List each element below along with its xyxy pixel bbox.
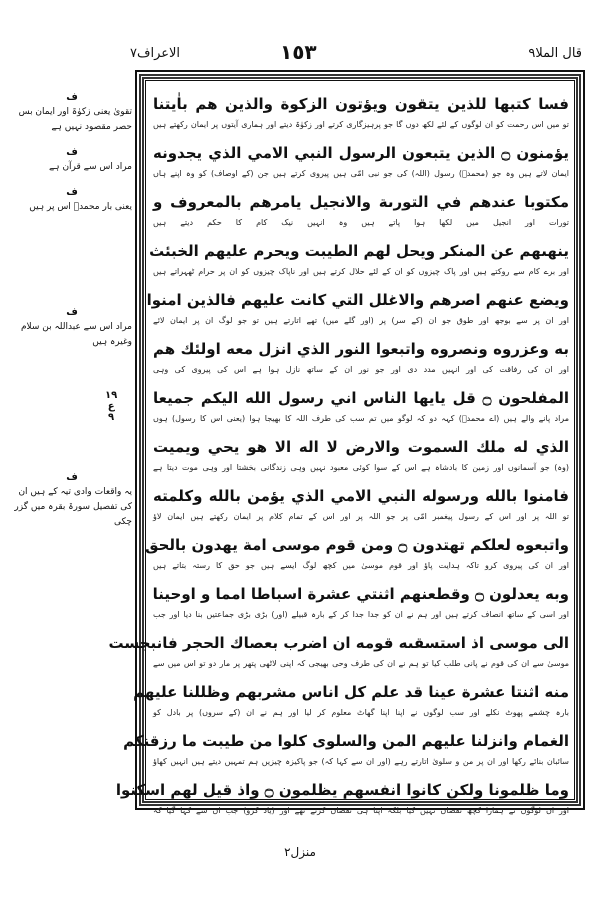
verse-line (153, 188, 569, 237)
urdu-translation: (وہ) جو آسمانوں اور زمین کا بادشاہ ہے اس کے سوا کوئی معبود نہیں وہی زندگانی بخشتا اور وہی موت دیتا ہے (153, 463, 569, 472)
urdu-translation: اور ان کی پیروی کرو تاکہ ہدایت پاؤ اور قوم موسیٰ میں کچھ لوگ ایسے ہیں جو حق کا رستہ بتاتے ہیں (153, 561, 569, 570)
verse-line (145, 531, 569, 580)
arabic-text: ينهىهم عن المنكر ويحل لهم الطيبت ويحرم عليهم الخبئث (149, 242, 569, 260)
arabic-text: فامنوا بالله ورسوله النبي الامي الذي يؤمن بالله وكلمته (153, 487, 569, 505)
arabic-text: وما ظلمونا ولكن كانوا انفسهم يظلمون ۝ واذ قيل لهم اسكنوا (115, 781, 569, 799)
urdu-translation: ایمان لاتے ہیں وہ جو (محمدؐ) رسول (اللہ) کی جو نبی امّی ہیں پیروی کرتے ہیں جن (کے اوصاف) کو وہ اپنے ہاں (153, 169, 569, 178)
verse-line (153, 482, 569, 531)
arabic-text: واتبعوه لعلكم تهتدون ۝ ومن قوم موسى امة يهدون بالحق (145, 536, 569, 554)
verse-line (149, 237, 569, 286)
margin-notes (12, 90, 132, 540)
arabic-text: به وعزروه ونصروه واتبعوا النور الذي انزل معه اولئك هم (153, 340, 569, 358)
verse-line (153, 433, 569, 482)
verse-line (153, 335, 569, 384)
urdu-translation: موسیٰ سے ان کی قوم نے پانی طلب کیا تو ہم نے ان کی طرف وحی بھیجی کہ اپنی لاٹھی پتھر پر مار دو تو اس میں سے (153, 659, 569, 668)
arabic-text: الذي له ملك السموت والارض لا اله الا هو يحي ويميت (153, 438, 569, 456)
urdu-translation: تو میں اس رحمت کو ان لوگوں کے لئے لکھ دوں گا جو پرہیزگاری کرتے اور زکوٰۃ دیتے اور ہماری آیتوں پر ایمان رکھتے ہیں (153, 120, 569, 129)
ruku-marker: ١٩ ع ٩ (105, 390, 118, 423)
margin-note: ف مراد اس سے قرآن ہے (49, 147, 132, 172)
page-header (0, 40, 600, 70)
arabic-text: ويضع عنهم اصرهم والاغلل التي كانت عليهم فالذين امنوا (146, 291, 569, 309)
arabic-text: وبه يعدلون ۝ وقطعنهم اثنتي عشرة اسباطا امما و اوحينا (152, 585, 569, 603)
page-number: ١٥٣ (280, 40, 317, 64)
arabic-text: مكتوبا عندهم في التورىة والانجيل يامرهم بالمعروف و (153, 193, 569, 211)
arabic-text: يؤمنون ۝ الذين يتبعون الرسول النبي الامي الذي يجدونه (153, 144, 569, 162)
urdu-translation: سائبان بنائے رکھا اور ان پر من و سلویٰ اتارتے رہے (اور ان سے کہا کہ) جو پاکیزہ چیزیں ہم تمہیں دیتے ہیں انہیں کھاؤ (153, 757, 569, 766)
arabic-text: المفلحون ۝ قل يايها الناس اني رسول الله اليكم جميعا (153, 389, 569, 407)
verse-line (146, 286, 569, 335)
margin-note: ف یعنی بار محمدؐ اس پر ہیں (29, 187, 132, 212)
surah-name: الاعراف٧ (130, 46, 181, 61)
urdu-translation: اور برے کام سے روکتے ہیں اور پاک چیزوں کو ان کے لئے حلال کرتے ہیں اور ناپاک چیزوں کو ان پر حرام ٹھہراتے ہیں (153, 267, 569, 276)
manzil-label: منزل٢ (284, 845, 316, 859)
urdu-translation: مراد پانے والے ہیں (اے محمدؐ) کہہ دو کہ لوگو میں تم سب کی طرف اللہ کا بھیجا ہوا (یعنی اس کا رسول) ہوں (153, 414, 569, 423)
arabic-text: الى موسى اذ استسقىه قومه ان اضرب بعصاك الحجر فانبجست (108, 634, 569, 652)
verse-line (153, 580, 569, 629)
verse-line (115, 776, 569, 825)
juz-name: قال الملا٩ (528, 46, 582, 61)
verse-line (133, 678, 569, 727)
margin-note: ف تقویٰ یعنی زکوٰۃ اور ایمان بس حصر مقصود نہیں ہے (18, 92, 132, 132)
verse-line (153, 90, 569, 139)
verse-line (153, 139, 569, 188)
arabic-text: الغمام وانزلنا عليهم المن والسلوى كلوا من طيبت ما رزقنكم (123, 732, 569, 750)
urdu-translation: بارہ چشمے پھوٹ نکلے اور سب لوگوں نے اپنا اپنا گھاٹ معلوم کر لیا اور ہم نے ان (کے سروں) پر بادل کو (153, 708, 569, 717)
urdu-translation: اور ان پر سے بوجھ اور طوق جو ان (کے سر) پر (اور گلے میں) تھے اتارتے ہیں تو جو لوگ ان پر ایمان لائے (153, 316, 569, 325)
urdu-translation: تو اللہ پر اور اس کے رسول پیغمبر امّی پر جو اللہ پر اور اس کے تمام کلام پر ایمان رکھتے ہیں ایمان لاؤ (153, 512, 569, 521)
urdu-translation: تورات اور انجیل میں لکھا ہوا پاتے ہیں وہ انہیں نیک کام کا حکم دیتے ہیں (153, 218, 569, 227)
margin-note: ف یہ واقعات وادی تیہ کے ہیں ان کی تفصیل سورۃ بقرہ میں گزر چکی (14, 472, 132, 527)
arabic-text: فسا كتبها للذين يتقون ويؤتون الزكوة والذين هم باٰيتنا (153, 95, 569, 113)
verse-line (108, 629, 569, 678)
urdu-translation: اور اسی کے ساتھ انصاف کرتے ہیں اور ہم نے ان کو جدا جدا کر کے بارہ قبیلے (اور) بڑی بڑی جماعتیں بنا دیا اور جب (153, 610, 569, 619)
urdu-translation: اور ان لوگوں نے ہمارا کچھ نقصان نہیں کیا بلکہ اپنا ہی نقصان کرتے تھے اور (یاد کرو) جب ان سے کہا گیا کہ (153, 806, 569, 815)
verse-line (123, 727, 569, 776)
margin-note: ف مراد اس سے عبداللہ بن سلام وغیرہ ہیں (20, 307, 132, 347)
urdu-translation: اور ان کی رفاقت کی اور انہیں مدد دی اور جو نور ان کے ساتھ نازل ہوا ہے اس کی پیروی کی وہی (153, 365, 569, 374)
verse-line (153, 384, 569, 433)
arabic-text: منه اثنتا عشرة عينا قد علم كل اناس مشربهم وظللنا عليهم (133, 683, 569, 701)
